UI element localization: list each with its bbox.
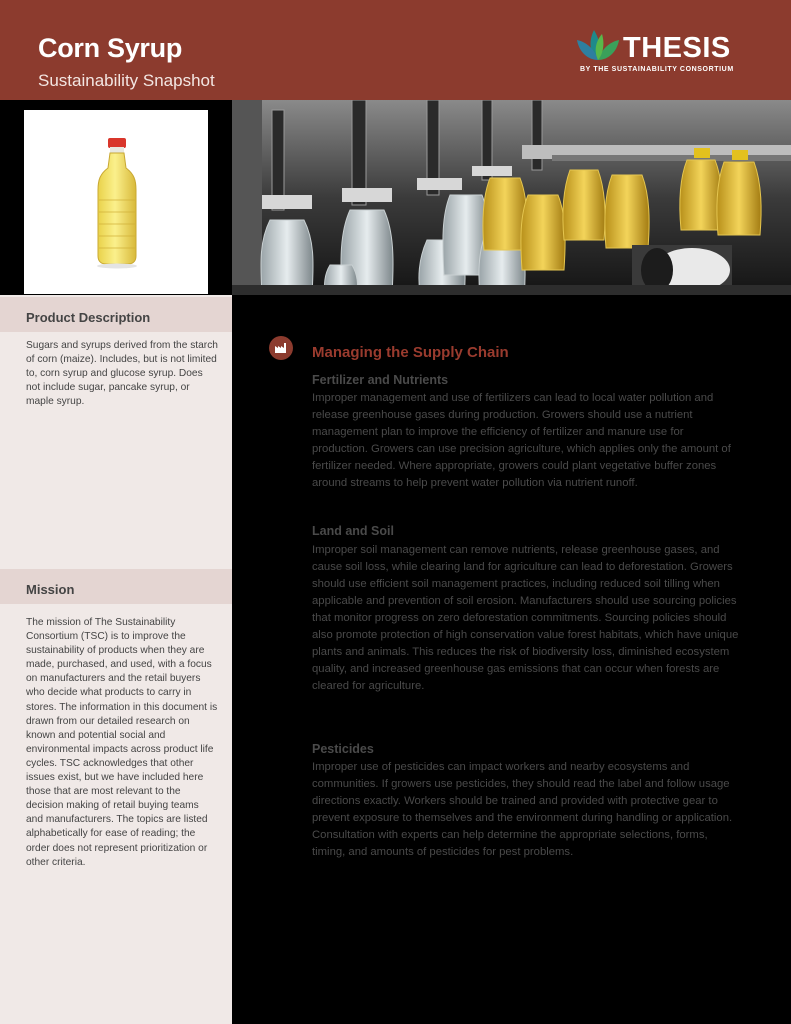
product-description-text: Sugars and syrups derived from the starch of corn (maize). Includes, but is not limited to, corn syrup and glucose syrup. Does not include sugar, pancake syrup, or maple syrup. [26, 340, 218, 408]
subsection-text: Improper use of pesticides can impact workers and nearby ecosystems and communities. If growers use pesticides, they should read the label and follow usage directions exactly. Workers should be trained and provided with protective gear to prevent exposure to themselves and the environment during handling or application. Consultation with experts can help determine the appropriate selections, forms, timing, and amounts of pesticides for pest problems. [312, 761, 733, 858]
subsection-text: Improper management and use of fertilizers can lead to local water pollution and release greenhouse gases during production. Growers should use a nutrient management plan to improve the efficiency of fertilizer and manure use for production. Growers can use precision agriculture, which applies only the amount of fertilizer needed. Where appropriate, growers could plant vegetative buffer zones around streams to help prevent water pollution via nutrient runoff. [312, 392, 731, 489]
factory-icon [269, 336, 293, 360]
page-title: Corn Syrup [38, 33, 183, 63]
logo-wordmark: THESIS [623, 32, 731, 64]
product-description-heading: Product Description [26, 310, 151, 325]
subsection-heading: Pesticides [312, 742, 374, 756]
subsection-text: Improper soil management can remove nutrients, release greenhouse gases, and cause soil loss, while clearing land for agriculture can lead to deforestation. Growers should use efficient soil management practices, including reduced soil tilling when applicable and prevention of soil erosion. Manufacturers should use sourcing policies that monitor progress on zero deforestation commitments. Sourcing policies should also promote protection of high conservation value forest habitats, which have unique plants and animals. This reduces the risk of biodiversity loss, diminished ecosystem quality, and increased greenhouse gas emissions that can occur when forests are cleared for agriculture. [312, 544, 739, 692]
mission-text: The mission of The Sustainability Consortium (TSC) is to improve the sustainability of products when they are made, purchased, and used, with a focus on manufacturers and the retail buyers who decide what products to carry in stores. The information in this document is drawn from our detailed research on known and potential social and environmental impacts across product life cycles. TSC acknowledges that other issues exist, but we have included here those that are most relevant to the decision making of retail buying teams and manufacturers. The topics are listed alphabetically for ease of reading; the order does not represent prioritization or other criteria. [26, 617, 218, 868]
bottling-line-image [232, 100, 791, 295]
product-bottle-image [24, 110, 208, 294]
lotus-leaves-icon [576, 28, 620, 62]
subsection-heading: Land and Soil [312, 524, 394, 538]
mission-heading: Mission [26, 582, 75, 597]
header-bar [0, 0, 791, 100]
logo-tagline: BY THE SUSTAINABILITY CONSORTIUM [580, 66, 734, 73]
section-title: Managing the Supply Chain [312, 344, 509, 361]
subsection-heading: Fertilizer and Nutrients [312, 373, 449, 387]
page-subtitle: Sustainability Snapshot [38, 71, 215, 90]
thesis-logo [576, 28, 746, 76]
